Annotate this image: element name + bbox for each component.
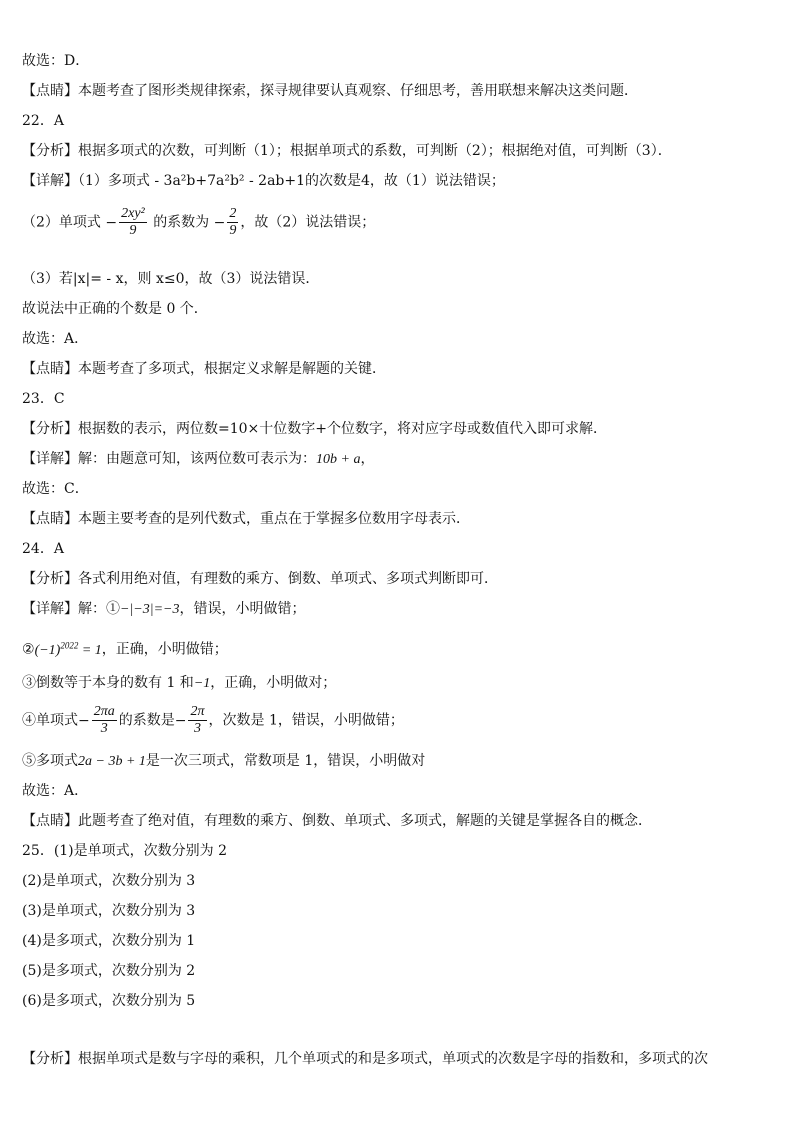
- minus-sign: −: [213, 214, 226, 231]
- text-line: [22, 600, 306, 619]
- text-line: 故选：A．: [22, 331, 89, 347]
- math-expression: 2a − 3b + 1: [78, 754, 146, 769]
- text-line: 故选：A．: [22, 783, 89, 799]
- text-line-fraction: [22, 206, 375, 239]
- fraction: [92, 704, 117, 737]
- text-line: 【详解】（1）多项式 - 3a²b+7a²b² - 2ab+1的次数是4，故（1）说法错误；: [22, 173, 505, 189]
- question-number: 24．A: [22, 541, 64, 557]
- text-line: [22, 450, 374, 469]
- text-segment: 【详解】解：①: [22, 601, 120, 617]
- text-line: 故说法中正确的个数是 0 个．: [22, 301, 208, 317]
- fraction-denominator: 9: [229, 223, 237, 238]
- fraction-numerator: 2π: [190, 704, 205, 719]
- text-line: 【点睛】本题考查了多项式，根据定义求解是解题的关键．: [22, 361, 386, 377]
- text-segment: 的系数为: [153, 214, 210, 231]
- text-segment: ，正确，小明做错；: [101, 641, 228, 658]
- text-segment: 【详解】解：由题意可知，该两位数可表示为：: [22, 451, 316, 467]
- fraction-numerator: 2πa: [93, 704, 115, 719]
- text-line: （3）若|x|= - x，则 x≤0，故（3）说法错误．: [22, 271, 320, 287]
- text-segment: 是一次三项式，常数项是 1，错误，小明做对: [145, 753, 426, 769]
- text-segment: ③倒数等于本身的数有 1 和: [22, 675, 194, 691]
- math-expression: −|−3|=−3: [120, 602, 180, 617]
- text-line: 【分析】各式利用绝对值，有理数的乘方、倒数、单项式、多项式判断即可．: [22, 571, 498, 587]
- text-line-fraction: [22, 704, 404, 737]
- answer-item: (6)是多项式，次数分别为 5: [22, 993, 196, 1009]
- fraction-denominator: 3: [193, 721, 201, 736]
- text-line: 【分析】根据数的表示，两位数=10×十位数字+个位数字，将对应字母或数值代入即可求解．: [22, 421, 608, 437]
- power-result: = 1: [78, 642, 102, 658]
- minus-sign: −: [174, 712, 187, 729]
- fraction-denominator: 3: [100, 721, 108, 736]
- math-expression: 10b + a: [316, 452, 361, 467]
- text-line: 【分析】根据单项式是数与字母的乘积，几个单项式的和是多项式，单项式的次数是字母的指数和，多项式的次: [22, 1051, 708, 1067]
- minus-sign: −: [105, 214, 118, 231]
- text-segment: ，正确，小明做对；: [210, 675, 337, 691]
- text-line: 【点睛】此题考查了绝对值，有理数的乘方、倒数、单项式、多项式，解题的关键是掌握各自的概念．: [22, 813, 652, 829]
- text-segment: （2）单项式: [22, 214, 101, 231]
- exponent: 2022: [60, 640, 79, 650]
- answer-item: (5)是多项式，次数分别为 2: [22, 963, 196, 979]
- answer-item: (4)是多项式，次数分别为 1: [22, 933, 196, 949]
- answer-item: (3)是单项式，次数分别为 3: [22, 903, 196, 919]
- question-number: 22．A: [22, 113, 64, 129]
- text-segment: ，: [360, 451, 375, 467]
- fraction-numerator: 2xy²: [121, 206, 145, 221]
- text-line: 【点睛】本题考查了图形类规律探索，探寻规律要认真观察、仔细思考，善用联想来解决这类问题．: [22, 83, 638, 99]
- fraction: [188, 704, 206, 737]
- text-segment: ②: [22, 641, 35, 658]
- text-line: 故选：C．: [22, 481, 89, 497]
- question-number: 25．(1)是单项式，次数分别为 2: [22, 843, 228, 859]
- text-line: 【分析】根据多项式的次数，可判断（1）；根据单项式的系数，可判断（2）；根据绝对值，可判断（3）．: [22, 143, 672, 159]
- power-base: (−1): [34, 642, 61, 658]
- question-number: 23．C: [22, 391, 65, 407]
- text-line: [22, 636, 228, 660]
- text-segment: 的系数是: [118, 712, 175, 729]
- fraction: [119, 206, 147, 239]
- answer-item: (2)是单项式，次数分别为 3: [22, 873, 196, 889]
- text-segment: ⑤多项式: [22, 753, 78, 769]
- text-line: [22, 752, 425, 771]
- math-expression: −1: [193, 676, 211, 691]
- fraction-denominator: 9: [129, 223, 137, 238]
- text-segment: ，次数是 1，错误，小明做错；: [208, 712, 404, 729]
- minus-sign: −: [78, 712, 90, 729]
- text-line: 故选：D．: [22, 53, 90, 69]
- fraction: [227, 206, 238, 239]
- text-segment: ④单项式: [22, 712, 78, 729]
- math-expression: [34, 640, 102, 658]
- text-line: [22, 674, 336, 693]
- text-segment: ，错误，小明做错；: [179, 601, 306, 617]
- text-segment: ，故（2）说法错误；: [240, 214, 376, 231]
- text-line: 【点睛】本题主要考查的是列代数式，重点在于掌握多位数用字母表示．: [22, 511, 470, 527]
- fraction-numerator: 2: [229, 206, 237, 221]
